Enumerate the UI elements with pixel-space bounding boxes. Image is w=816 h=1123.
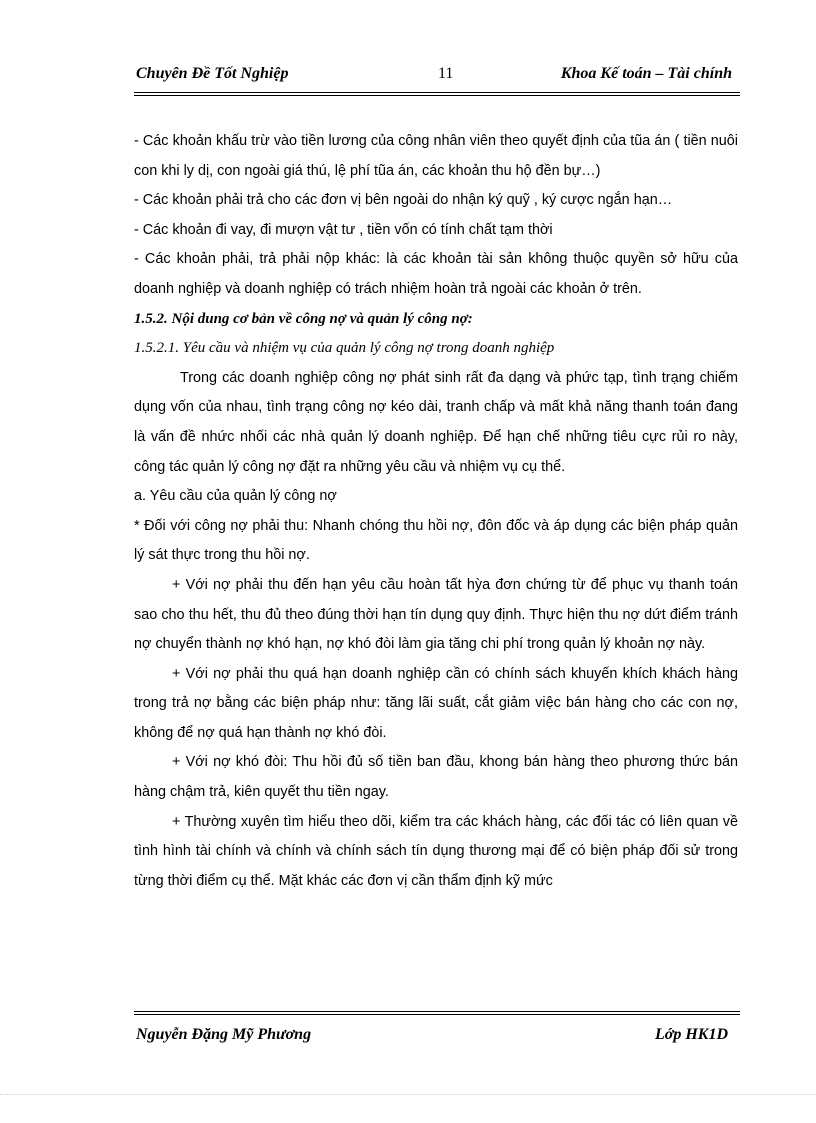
paragraph-other-payables: - Các khoản phải, trả phải nộp khác: là các khoản tài sản không thuộc quyền sở hữu của doanh nghiệp và doanh nghiệp có trách nhiệm hoàn trả ngoài các khoản ở trên. [134, 251, 738, 297]
paragraph-deductions: - Các khoản khấu trừ vào tiền lương của công nhân viên theo quyết định của tũa án ( tiền nuôi con khi ly dị, con ngoài giá thú, lệ phí tũa án, các khoản thu hộ đền bự…) [134, 133, 738, 179]
subsection-heading-1-5-2-1: 1.5.2.1. Yêu cầu và nhiệm vụ của quản lý công nợ trong doanh nghiệp [134, 340, 555, 357]
header-faculty: Khoa Kế toán – Tài chính [560, 65, 732, 82]
paragraph-intro: Trong các doanh nghiệp công nợ phát sinh rất đa dạng và phức tạp, tình trạng chiếm dụng vốn của nhau, tình trạng công nợ kéo dài, tranh chấp và mất khả năng thanh toán đang là vấn đề nhức nhối các nhà quản lý doanh nghiệp. Để hạn chế những tiêu cực rủi ro này, công tác quản lý công nợ đặt ra những yêu cầu và nhiệm vụ cụ thể. [134, 369, 738, 475]
item-heading-a: a. Yêu cầu của quản lý công nợ [134, 488, 337, 505]
paragraph-borrowings: - Các khoản đi vay, đi mượn vật tư , tiền vốn có tính chất tạm thời [134, 221, 553, 238]
footer-double-rule [134, 1011, 740, 1015]
section-heading-1-5-2: 1.5.2. Nội dung cơ bản về công nợ và quản lý công nợ: [134, 310, 473, 327]
footer-author: Nguyễn Đặng Mỹ Phương [136, 1026, 312, 1043]
page-footer [134, 1024, 740, 1048]
header-double-rule [134, 92, 740, 96]
header-thesis-title: Chuyên Đề Tốt Nghiệp [136, 65, 289, 82]
page-bottom-edge [0, 1094, 816, 1095]
paragraph-payables-external: - Các khoản phải trả cho các đơn vị bên ngoài do nhận ký quỹ , ký cược ngắn hạn… [134, 192, 673, 209]
paragraph-overdue-debts: + Với nợ phải thu quá hạn doanh nghiệp cần có chính sách khuyến khích khách hàng trong trả nợ bằng các biện pháp như: tăng lãi suất, cắt giảm việc bán hàng cho các con nợ, không để nợ quá hạn thành nợ khó đòi. [134, 665, 738, 741]
paragraph-monitoring: + Thường xuyên tìm hiểu theo dõi, kiểm tra các khách hàng, các đối tác có liên quan về tình hình tài chính và chính và chính sách tín dụng thương mại để có biện pháp đối sử trong từng thời điểm cụ thể. Mặt khác các đơn vị cần thẩm định kỹ mức [134, 813, 738, 889]
page-number: 11 [438, 65, 454, 82]
paragraph-receivables: * Đối với công nợ phải thu: Nhanh chóng thu hồi nợ, đôn đốc và áp dụng các biện pháp quản lý sát thực trong thu hồi nợ. [134, 517, 738, 564]
paragraph-bad-debts: + Với nợ khó đòi: Thu hồi đủ số tiền ban đầu, khong bán hàng theo phương thức bán hàng chậm trả, kiên quyết thu tiền ngay. [134, 754, 738, 801]
footer-class: Lớp HK1D [654, 1026, 728, 1043]
page-header [134, 62, 740, 88]
page-body [134, 127, 738, 896]
paragraph-due-debts: + Với nợ phải thu đến hạn yêu cầu hoàn tất hỳa đơn chứng từ để phục vụ thanh toán sao cho thu hết, thu đủ theo đúng thời hạn tín dụng quy định. Thực hiện thu nợ dứt điểm tránh nợ chuyển thành nợ khó hạn, nợ khó đòi làm gia tăng chi phí trong quản lý khoản nợ này. [134, 576, 738, 653]
